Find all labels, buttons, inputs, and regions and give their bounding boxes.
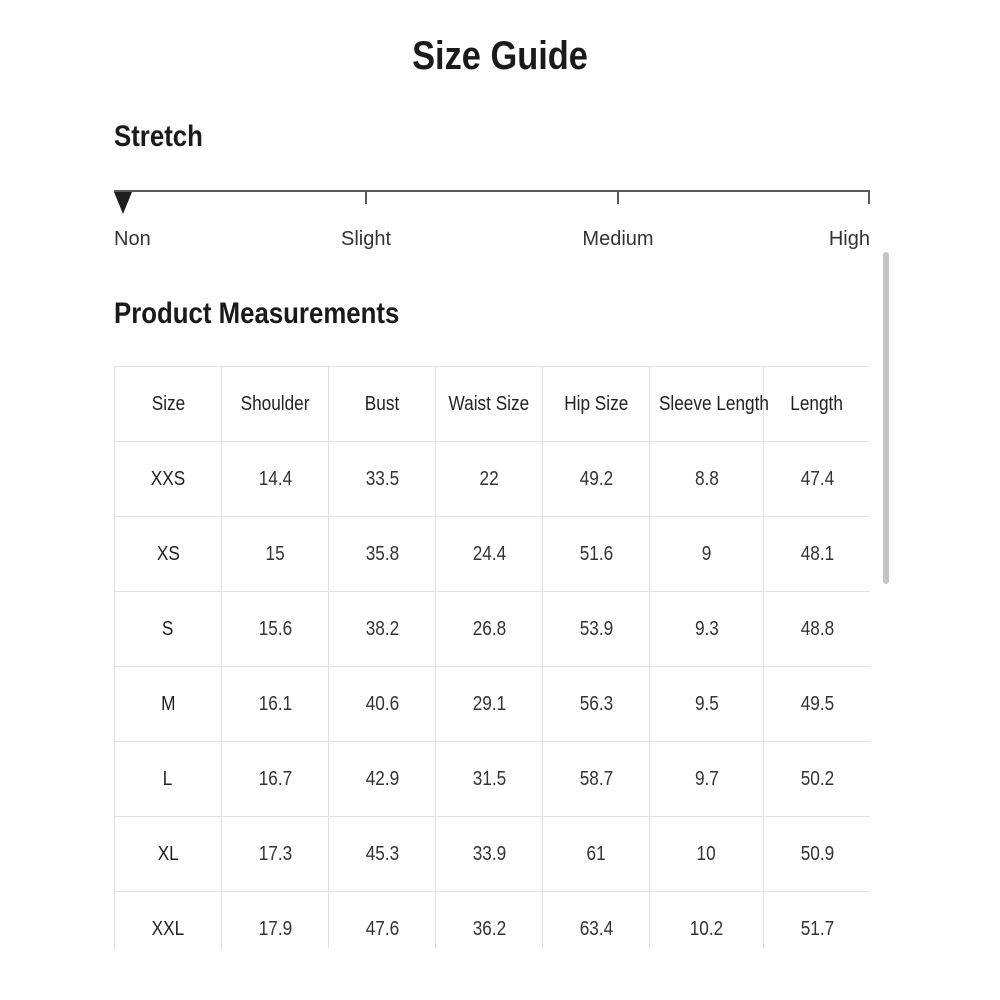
table-cell: 10.2 xyxy=(650,892,764,949)
table-cell: 51.6 xyxy=(543,517,650,592)
table-cell: 16.1 xyxy=(222,667,329,742)
table-cell: 47.6 xyxy=(329,892,436,949)
table-cell: 36.2 xyxy=(436,892,543,949)
table-cell: 58.7 xyxy=(543,742,650,817)
table-cell: 17.9 xyxy=(222,892,329,949)
column-header: Bust xyxy=(329,367,436,442)
size-cell: XS xyxy=(115,517,222,592)
table-cell: 22 xyxy=(436,442,543,517)
table-cell: 15 xyxy=(222,517,329,592)
stretch-label-slight: Slight xyxy=(340,228,392,250)
table-cell: 9 xyxy=(650,517,764,592)
table-cell: 40.6 xyxy=(329,667,436,742)
measurements-table-container xyxy=(114,366,870,948)
table-cell: 17.3 xyxy=(222,817,329,892)
table-cell: 14.4 xyxy=(222,442,329,517)
table-row xyxy=(115,517,871,592)
table-cell: 48.8 xyxy=(764,592,871,667)
table-cell: 38.2 xyxy=(329,592,436,667)
column-header: Hip Size xyxy=(543,367,650,442)
table-cell: 51.7 xyxy=(764,892,871,949)
size-cell: M xyxy=(115,667,222,742)
table-cell: 9.3 xyxy=(650,592,764,667)
stretch-tick-slight xyxy=(365,190,367,204)
table-cell: 15.6 xyxy=(222,592,329,667)
page-title: Size Guide xyxy=(412,34,588,78)
table-cell: 35.8 xyxy=(329,517,436,592)
table-row xyxy=(115,442,871,517)
table-cell: 45.3 xyxy=(329,817,436,892)
stretch-label-high: High xyxy=(828,228,870,250)
table-cell: 49.2 xyxy=(543,442,650,517)
table-cell: 33.9 xyxy=(436,817,543,892)
table-cell: 48.1 xyxy=(764,517,871,592)
table-cell: 8.8 xyxy=(650,442,764,517)
table-cell: 50.2 xyxy=(764,742,871,817)
table-row xyxy=(115,892,871,949)
table-cell: 9.7 xyxy=(650,742,764,817)
table-cell: 47.4 xyxy=(764,442,871,517)
table-cell: 24.4 xyxy=(436,517,543,592)
size-cell: S xyxy=(115,592,222,667)
table-cell: 29.1 xyxy=(436,667,543,742)
table-cell: 56.3 xyxy=(543,667,650,742)
table-cell: 16.7 xyxy=(222,742,329,817)
size-cell: L xyxy=(115,742,222,817)
table-cell: 26.8 xyxy=(436,592,543,667)
scrollbar-thumb[interactable] xyxy=(883,252,889,584)
stretch-scale xyxy=(114,188,870,258)
size-cell: XXL xyxy=(115,892,222,949)
stretch-scale-line xyxy=(114,190,870,192)
table-cell: 50.9 xyxy=(764,817,871,892)
column-header: Size xyxy=(115,367,222,442)
stretch-pointer-icon xyxy=(114,192,132,214)
column-header: Shoulder xyxy=(222,367,329,442)
table-row xyxy=(115,817,871,892)
table-cell: 9.5 xyxy=(650,667,764,742)
stretch-section-title: Stretch xyxy=(114,120,203,153)
measurements-table xyxy=(114,366,870,948)
stretch-tick-medium xyxy=(617,190,619,204)
column-header: Length xyxy=(764,367,871,442)
column-header: Waist Size xyxy=(436,367,543,442)
column-header: Sleeve Length xyxy=(650,367,764,442)
size-cell: XL xyxy=(115,817,222,892)
table-cell: 42.9 xyxy=(329,742,436,817)
table-cell: 53.9 xyxy=(543,592,650,667)
table-header-row xyxy=(115,367,871,442)
table-row xyxy=(115,667,871,742)
table-row xyxy=(115,742,871,817)
stretch-label-medium: Medium xyxy=(582,228,654,250)
table-cell: 49.5 xyxy=(764,667,871,742)
table-cell: 33.5 xyxy=(329,442,436,517)
table-cell: 10 xyxy=(650,817,764,892)
table-cell: 31.5 xyxy=(436,742,543,817)
size-cell: XXS xyxy=(115,442,222,517)
stretch-tick-high xyxy=(868,190,870,204)
table-row xyxy=(115,592,871,667)
stretch-label-non: Non xyxy=(114,228,151,250)
table-cell: 63.4 xyxy=(543,892,650,949)
measurements-section-title: Product Measurements xyxy=(114,297,400,330)
table-cell: 61 xyxy=(543,817,650,892)
